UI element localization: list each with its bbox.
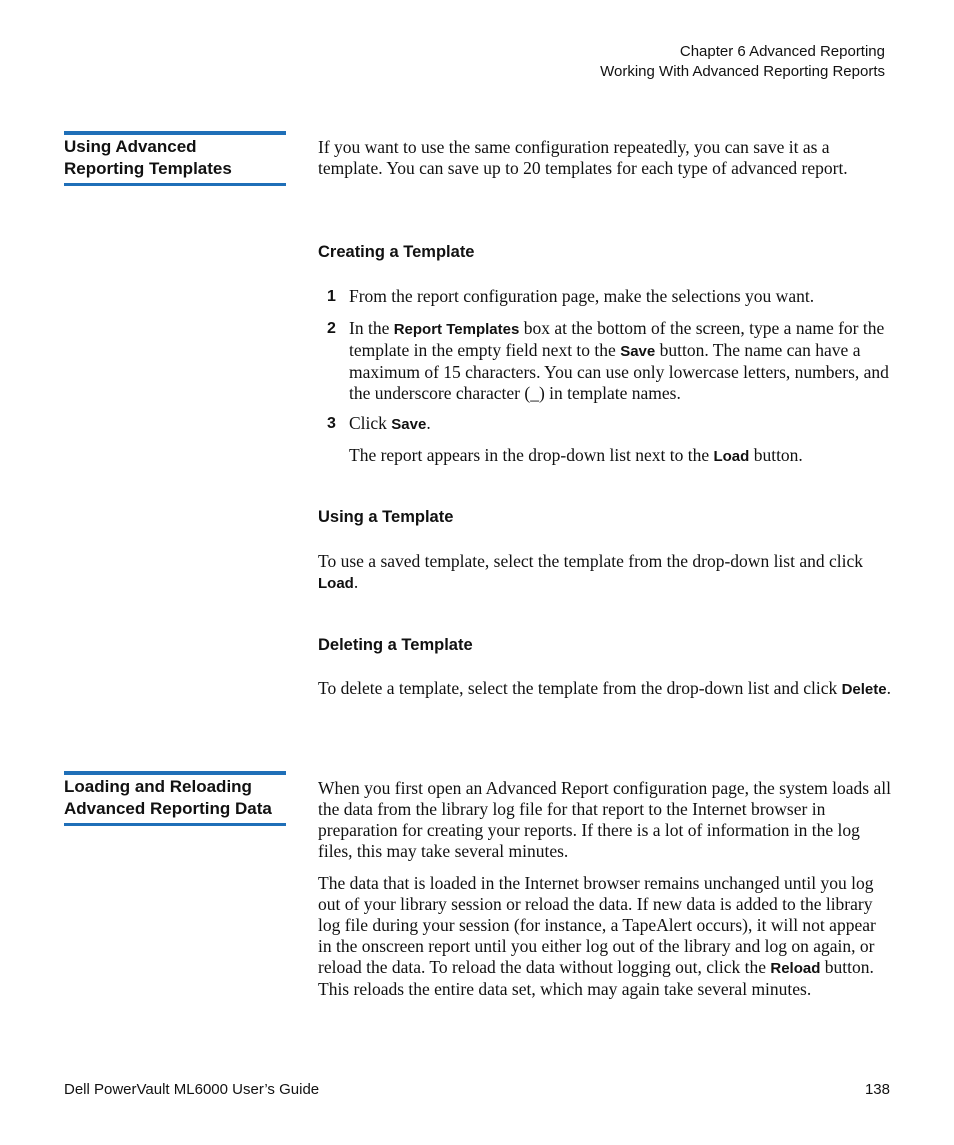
ui-term-load: Load	[318, 575, 354, 592]
running-header-section: Working With Advanced Reporting Reports	[600, 63, 885, 80]
step-number: 2	[327, 320, 336, 337]
reloading-paragraph-1: When you first open an Advanced Report configuration page, the system loads all the data from the library log file for that report to the Internet browser in preparation for creating your reports. If there is a lot of information in the log files, this may take several minutes.	[318, 778, 891, 861]
step-text-fragment: The report appears in the drop-down list next to the	[349, 445, 714, 465]
creating-template-heading: Creating a Template	[318, 243, 475, 261]
step-number: 3	[327, 415, 336, 432]
running-header-chapter: Chapter 6 Advanced Reporting	[679, 43, 885, 60]
step-text-fragment: box at the bottom of the screen, type a name for the template in the empty field next to the	[349, 318, 885, 360]
step-text-fragment: .	[426, 413, 431, 433]
step-text-fragment: In the	[349, 318, 394, 338]
step-3-text	[349, 413, 894, 435]
using-template-paragraph	[318, 551, 893, 594]
ui-term-delete: Delete	[841, 681, 887, 698]
side-heading-templates	[64, 131, 286, 186]
step-2-text	[349, 318, 894, 404]
step-number: 1	[327, 288, 336, 305]
deleting-template-paragraph	[318, 678, 893, 700]
step-text-fragment: button. The name can have a maximum of 15 characters. You can use only lowercase letters, numbers, and the underscore character (_) in template names.	[349, 340, 889, 403]
templates-intro-paragraph: If you want to use the same configuration repeatedly, you can save it as a template. You can save up to 20 templates for each type of advanced report.	[318, 137, 848, 178]
side-heading-reloading	[64, 771, 286, 826]
deleting-template-heading: Deleting a Template	[318, 636, 473, 654]
text-fragment: .	[886, 678, 891, 698]
using-template-heading: Using a Template	[318, 508, 454, 526]
side-heading-line: Reporting Templates	[64, 159, 232, 178]
ui-term-load: Load	[713, 448, 750, 465]
ui-term-report-templates: Report Templates	[393, 321, 520, 338]
text-fragment: .	[353, 572, 359, 592]
step-3-result	[349, 445, 894, 467]
side-heading-line: Using Advanced	[64, 137, 197, 156]
step-1-text: From the report configuration page, make the selections you want.	[349, 286, 815, 306]
ui-term-reload: Reload	[770, 960, 821, 977]
page-number: 138	[864, 1081, 890, 1098]
reloading-paragraph-2	[318, 873, 893, 1000]
step-text-fragment: Click	[349, 413, 392, 433]
text-fragment: To use a saved template, select the template from the drop-down list and click	[318, 551, 863, 571]
side-heading-line: Advanced Reporting Data	[64, 799, 272, 818]
side-heading-line: Loading and Reloading	[64, 777, 252, 796]
ui-term-save: Save	[620, 343, 656, 360]
text-fragment: To delete a template, select the template from the drop-down list and click	[318, 678, 842, 698]
step-text-fragment: button.	[749, 445, 803, 465]
text-fragment: The data that is loaded in the Internet browser remains unchanged until you log out of your library session or reload the data. If new data is added to the library log file during your session (for instance, a TapeAlert occurs), it will not appear in the onscreen report until you either log out of the library and log on again, or reload the data. To reload the data without logging out, click the	[318, 873, 876, 977]
text-fragment: button. This reloads the entire data set, which may again take several minutes.	[318, 957, 874, 999]
ui-term-save: Save	[391, 416, 427, 433]
footer-title: Dell PowerVault ML6000 User’s Guide	[64, 1081, 320, 1098]
